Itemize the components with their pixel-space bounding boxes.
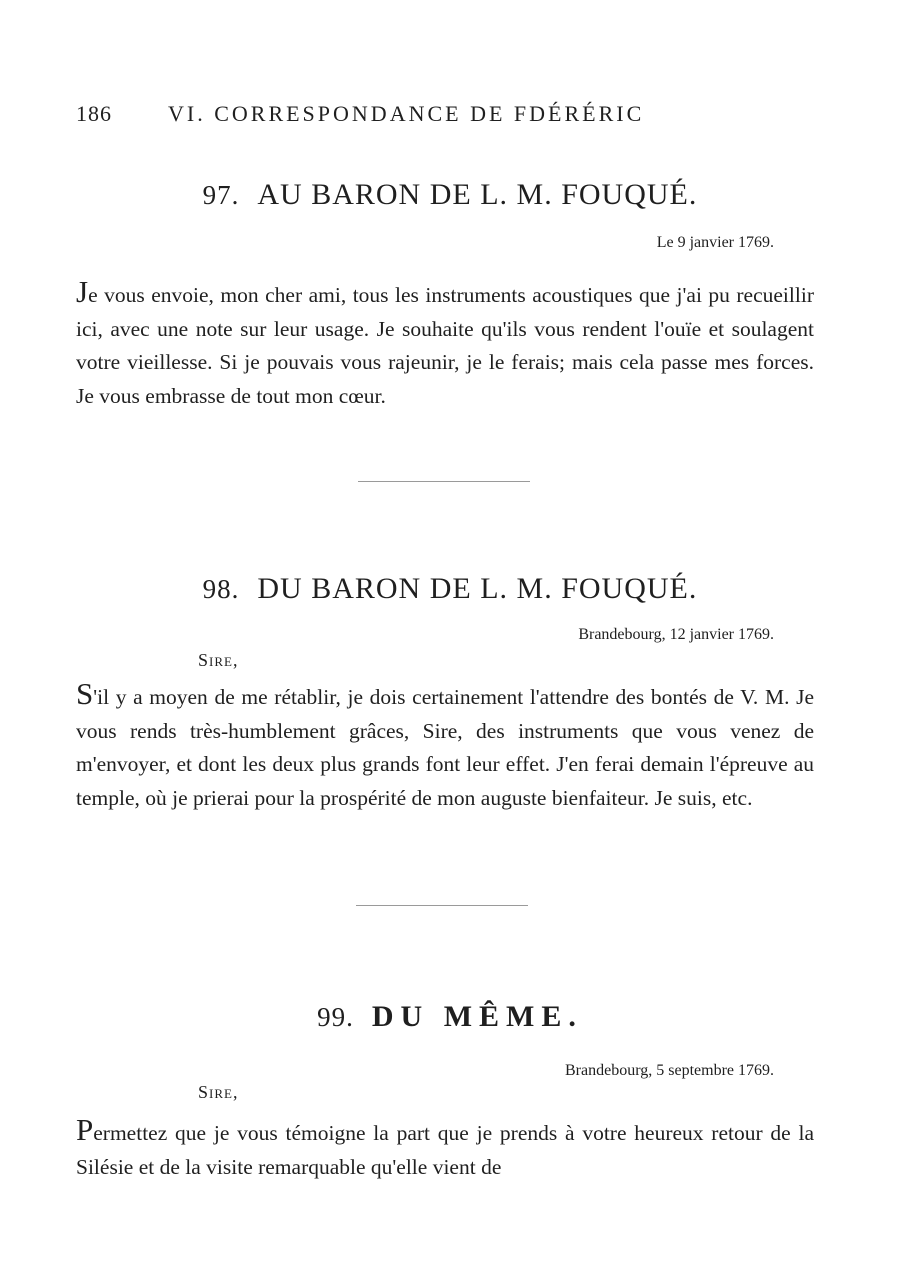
running-title: VI. CORRESPONDANCE DE FDÉRÉRIC xyxy=(168,101,645,126)
letter-97-heading xyxy=(0,178,900,212)
page-number: 186 xyxy=(76,101,112,126)
letter-text: e vous envoie, mon cher ami, tous les instruments acoustiques que j'ai pu recueillir ici, avec une note sur leur usage. Je souhaite qu'ils vous rendent l'ouïe et soulagent votre vieillesse. Si je pouvais vous rajeunir, je le ferais; mais cela passe mes forces. Je vous embrasse de tout mon cœur. xyxy=(76,283,814,408)
drop-initial: J xyxy=(76,274,89,309)
letter-97-date: Le 9 janvier 1769. xyxy=(656,234,774,251)
letter-98-heading xyxy=(0,572,900,606)
letter-97-body xyxy=(76,274,814,413)
letter-title: DU MÊME. xyxy=(371,1000,583,1033)
drop-initial: S xyxy=(76,676,94,711)
letter-99-salutation: Sire, xyxy=(198,1082,239,1102)
section-divider xyxy=(356,905,528,906)
letter-text: ermettez que je vous témoigne la part que je prends à votre heureux retour de la Silésie et de la visite remarquable qu'elle vient de xyxy=(76,1121,814,1179)
letter-98-date: Brandebourg, 12 janvier 1769. xyxy=(578,626,774,643)
drop-initial: P xyxy=(76,1112,94,1147)
letter-99-heading xyxy=(0,1000,900,1034)
letter-title: AU BARON DE L. M. FOUQUÉ. xyxy=(257,178,698,211)
letter-number: 99. xyxy=(317,1002,354,1032)
letter-98-body xyxy=(76,676,814,815)
letter-number: 98. xyxy=(202,574,240,604)
letter-99-date: Brandebourg, 5 septembre 1769. xyxy=(565,1062,774,1079)
running-head xyxy=(76,101,736,127)
letter-number: 97. xyxy=(202,180,240,210)
section-divider xyxy=(358,481,530,482)
letter-text: 'il y a moyen de me rétablir, je dois certainement l'attendre des bontés de V. M. Je vous rends très-humblement grâces, Sire, des instruments que vous venez de m'envoyer, et dont les deux plus grands font leur effet. J'en ferai demain l'épreuve au temple, où je prierai pour la prospérité de mon auguste bienfaiteur. Je suis, etc. xyxy=(76,685,814,810)
letter-98-salutation: Sire, xyxy=(198,650,239,670)
letter-title: DU BARON DE L. M. FOUQUÉ. xyxy=(257,572,698,605)
letter-99-body xyxy=(76,1112,814,1184)
